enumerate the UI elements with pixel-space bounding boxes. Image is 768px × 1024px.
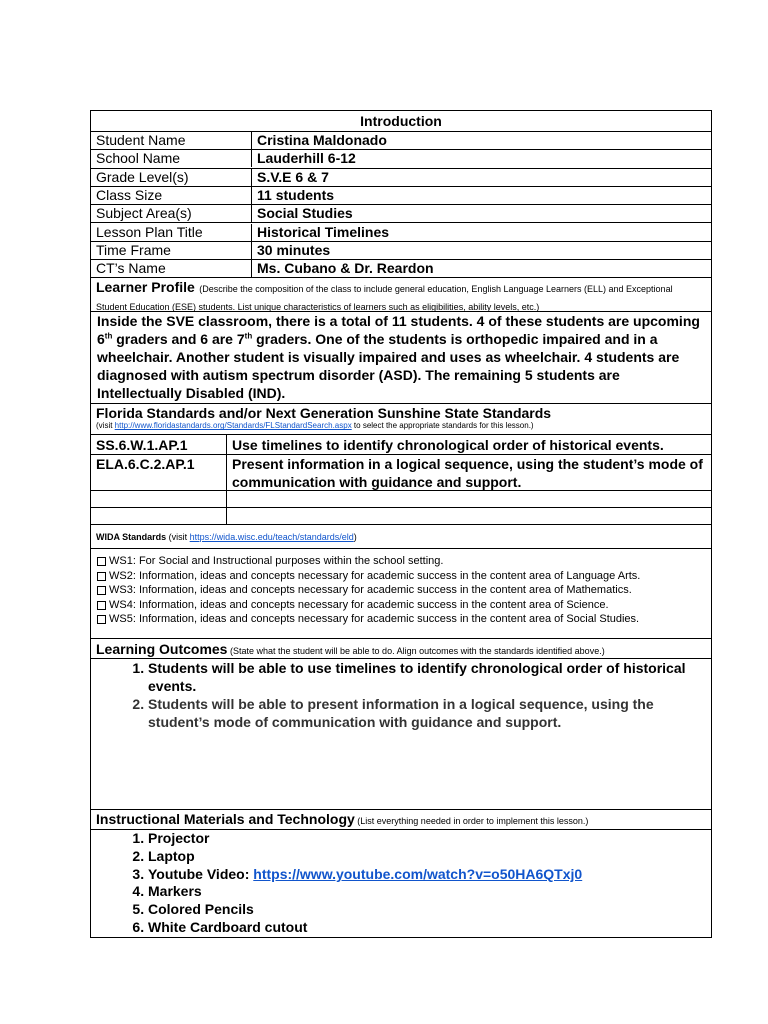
info-label: Lesson Plan Title [91,224,252,241]
info-label: School Name [91,150,252,167]
lesson-plan-table [90,110,712,938]
list-item: 4. Markers [148,883,706,901]
learner-profile-text-1: Inside the SVE classroom, there is a total of 11 students. 4 of these students are upcoming 6 [97,313,700,348]
info-row-student-name [91,132,712,150]
info-label: Class Size [91,187,252,204]
info-label: Subject Area(s) [91,205,252,222]
learning-outcomes-note: (State what the student will be able to do. Align outcomes with the standards identified above.) [227,646,605,657]
standard-description-empty [227,491,711,507]
standard-row-empty [91,508,712,525]
info-value: Ms. Cubano & Dr. Reardon [257,260,434,277]
wida-item: WS1: For Social and Instructional purposes within the school setting. [97,554,705,569]
table-title: Introduction [360,113,442,129]
wida-item: WS5: Information, ideas and concepts necessary for academic success in the content area of Social Studies. [97,612,705,627]
info-row-grade-levels [91,169,712,187]
info-value: 30 minutes [257,241,331,258]
standard-row [91,455,712,491]
wida-header: WIDA Standards (visit https://wida.wisc.edu/teach/standards/eld) [96,531,357,542]
info-value: Cristina Maldonado [257,132,387,149]
superscript-th: th [104,331,113,341]
learning-outcomes-header-row [91,639,712,659]
learner-profile-body [91,312,711,403]
checkbox[interactable] [97,586,106,595]
learner-profile-body-row [91,312,712,404]
materials-header [91,810,711,829]
standards-heading: Florida Standards and/or Next Generation Sunshine State Standards [96,405,552,422]
info-value: Lauderhill 6-12 [257,150,356,167]
info-row-school-name [91,150,712,168]
learner-profile-header-row [91,278,712,312]
info-row-time-frame [91,242,712,260]
superscript-th: th [244,331,253,341]
info-label: Student Name [91,132,252,149]
list-item: 1. Projector [148,830,706,848]
materials-note: (List everything needed in order to implement this lesson.) [354,816,589,827]
learner-profile-text-3: graders. One of the students is orthopedic impaired and in a wheelchair. Another student is visually impaired and uses as wheelchair. 4 students are diagnosed with autism spectrum disorder (ASD). The remaining 5 students are Intellectually Disabled (IND). [97,331,680,402]
materials-header-row [91,810,712,830]
wida-list-row [91,549,712,639]
wida-item: WS4: Information, ideas and concepts necessary for academic success in the content area of Science. [97,598,705,613]
checkbox[interactable] [97,601,106,610]
standard-description: Use timelines to identify chronological order of historical events. [232,437,664,454]
info-value: S.V.E 6 & 7 [257,168,329,185]
learning-outcomes-header [91,639,711,658]
materials-list [96,830,706,936]
standards-note: (visit http://www.floridastandards.org/Standards/FLStandardSearch.aspx to select the appropriate standards for this lesson.) [96,421,534,431]
standard-description: Present information in a logical sequence, using the student’s mode of communication with guidance and support. [232,456,703,491]
info-row-ct-name [91,260,712,278]
list-item: 2. Laptop [148,848,706,866]
materials-heading: Instructional Materials and Technology [96,811,355,828]
standard-code-empty [91,508,227,524]
standards-header-row [91,404,712,435]
info-label: CT’s Name [91,260,252,277]
learning-outcomes-heading: Learning Outcomes [96,641,228,658]
checkbox[interactable] [97,557,106,566]
list-item: 2. Students will be able to present information in a logical sequence, using the student’s mode of communication with guidance and support. [148,695,706,731]
wida-heading: WIDA Standards [96,531,167,542]
learning-outcomes-list [96,659,706,731]
materials-body-row [91,830,712,938]
standard-row-empty [91,491,712,508]
title-row [91,111,712,132]
list-item: 1. Students will be able to use timelines to identify chronological order of historical events. [148,659,706,695]
checkbox[interactable] [97,615,106,624]
standard-code: ELA.6.C.2.AP.1 [91,455,227,490]
learning-outcomes-body-row [91,659,712,810]
info-row-subject-areas [91,205,712,223]
info-row-class-size [91,187,712,205]
learning-outcomes-body [91,659,711,809]
wida-header-row [91,525,712,549]
wida-item: WS2: Information, ideas and concepts necessary for academic success in the content area of Language Arts. [97,569,705,584]
learner-profile-note: (Describe the composition of the class to include general education, English Language Learners (ELL) and Exceptional Student Education (ESE) students. List unique characteristics of learners such as eligibilities, ability levels, etc.) [96,284,673,312]
materials-body [91,830,711,937]
info-label: Time Frame [91,242,252,259]
wida-link[interactable]: https://wida.wisc.edu/teach/standards/eld [189,531,354,542]
info-label: Grade Level(s) [91,169,252,186]
list-item: 6. White Cardboard cutout [148,919,706,937]
list-item: 5. Colored Pencils [148,901,706,919]
wida-item: WS3: Information, ideas and concepts necessary for academic success in the content area of Mathematics. [97,583,705,598]
info-value: Social Studies [257,205,353,222]
checkbox[interactable] [97,572,106,581]
standard-row [91,435,712,455]
standard-code-empty [91,491,227,507]
info-value: 11 students [257,187,335,204]
standard-description-empty [227,508,711,524]
standard-code: SS.6.W.1.AP.1 [91,435,227,454]
wida-standards-list [91,549,711,638]
standards-header [91,404,711,434]
learner-profile-header [91,278,711,311]
florida-standards-link[interactable]: http://www.floridastandards.org/Standards/FLStandardSearch.aspx [114,421,352,431]
info-row-lesson-plan-title [91,223,712,241]
info-value: Historical Timelines [257,223,390,240]
learner-profile-text-2: graders and 6 are 7 [112,331,245,348]
youtube-link[interactable]: https://www.youtube.com/watch?v=o50HA6QTxj0 [253,865,583,882]
learner-profile-heading: Learner Profile [96,279,195,296]
list-item: 3. Youtube Video: https://www.youtube.com/watch?v=o50HA6QTxj0 [148,866,706,884]
